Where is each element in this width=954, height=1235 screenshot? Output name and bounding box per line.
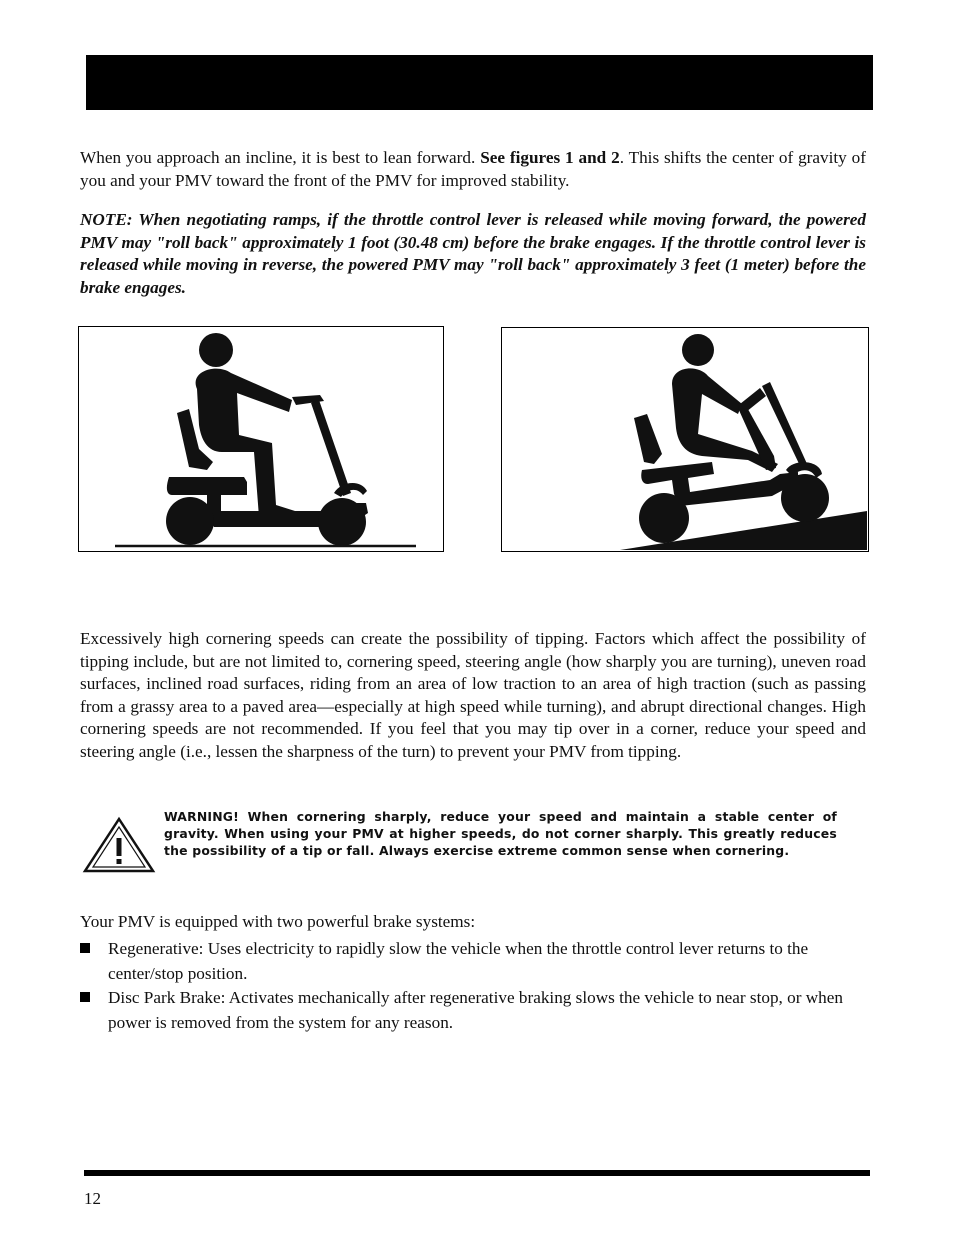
page-number: 12 [84,1189,101,1208]
footer-rule [84,1170,870,1176]
cornering-paragraph: Excessively high cornering speeds can create the possibility of tipping. Factors which affect the possibility of tipping include, but are not limited to, cornering speed, steering angle (how sharply you are turning), uneven road surfaces, inclined road surfaces, riding from an area of low traction to an area of high traction (such as passing from a grassy area to a paved area—especially at high speed while turning), and abrupt directional changes. High cornering speeds are not recommended. If you feel that you may tip over in a corner, reduce your speed and steering angle (i.e., lessen the sharpness of the turn) to prevent your PMV from tipping. [80,629,866,761]
figures-reference: See figures 1 and 2 [480,148,620,167]
bullet-square-icon [80,992,90,1002]
scooter-rider-leaning-forward-on-incline-illustration [502,328,867,550]
scooter-rider-level-ground-illustration [79,327,442,550]
brake-systems-intro: Your PMV is equipped with two powerful brake systems: [80,912,476,931]
list-item [80,986,870,1036]
figure-2-incline [501,327,869,552]
ramp-rollback-note: NOTE: When negotiating ramps, if the throttle control lever is released while moving forward, the powered PMV may "roll back" approximately 1 foot (30.48 cm) before the brake engages. If the throttle control lever is released while moving in reverse, the powered PMV may "roll back" approximately 3 feet (1 meter) before the brake engages. [80,210,866,297]
intro-text-end: . This shifts the center of gravity of you and your PMV toward the front of the PMV for improved stability. [80,148,866,190]
regenerative-brake-item: Regenerative: Uses electricity to rapidly slow the vehicle when the throttle control lever returns to the center/stop position. [108,939,809,983]
figure-1-level-ground [78,326,444,552]
warning-triangle-icon [82,816,156,874]
list-item [80,937,870,987]
section-header-bar [86,55,873,110]
disc-park-brake-item: Disc Park Brake: Activates mechanically after regenerative braking slows the vehicle to near stop, or when power is removed from the system for any reason. [108,988,843,1032]
intro-text-start: When you approach an incline, it is best to lean forward. [80,148,481,167]
incline-intro-paragraph [80,147,866,192]
cornering-warning-text: WARNING! When cornering sharply, reduce your speed and maintain a stable center of gravity. When using your PMV at higher speeds, do not corner sharply. This greatly reduces the possibility of a tip or fall. Always exercise extreme common sense when cornering. [164,809,837,859]
bullet-square-icon [80,943,90,953]
